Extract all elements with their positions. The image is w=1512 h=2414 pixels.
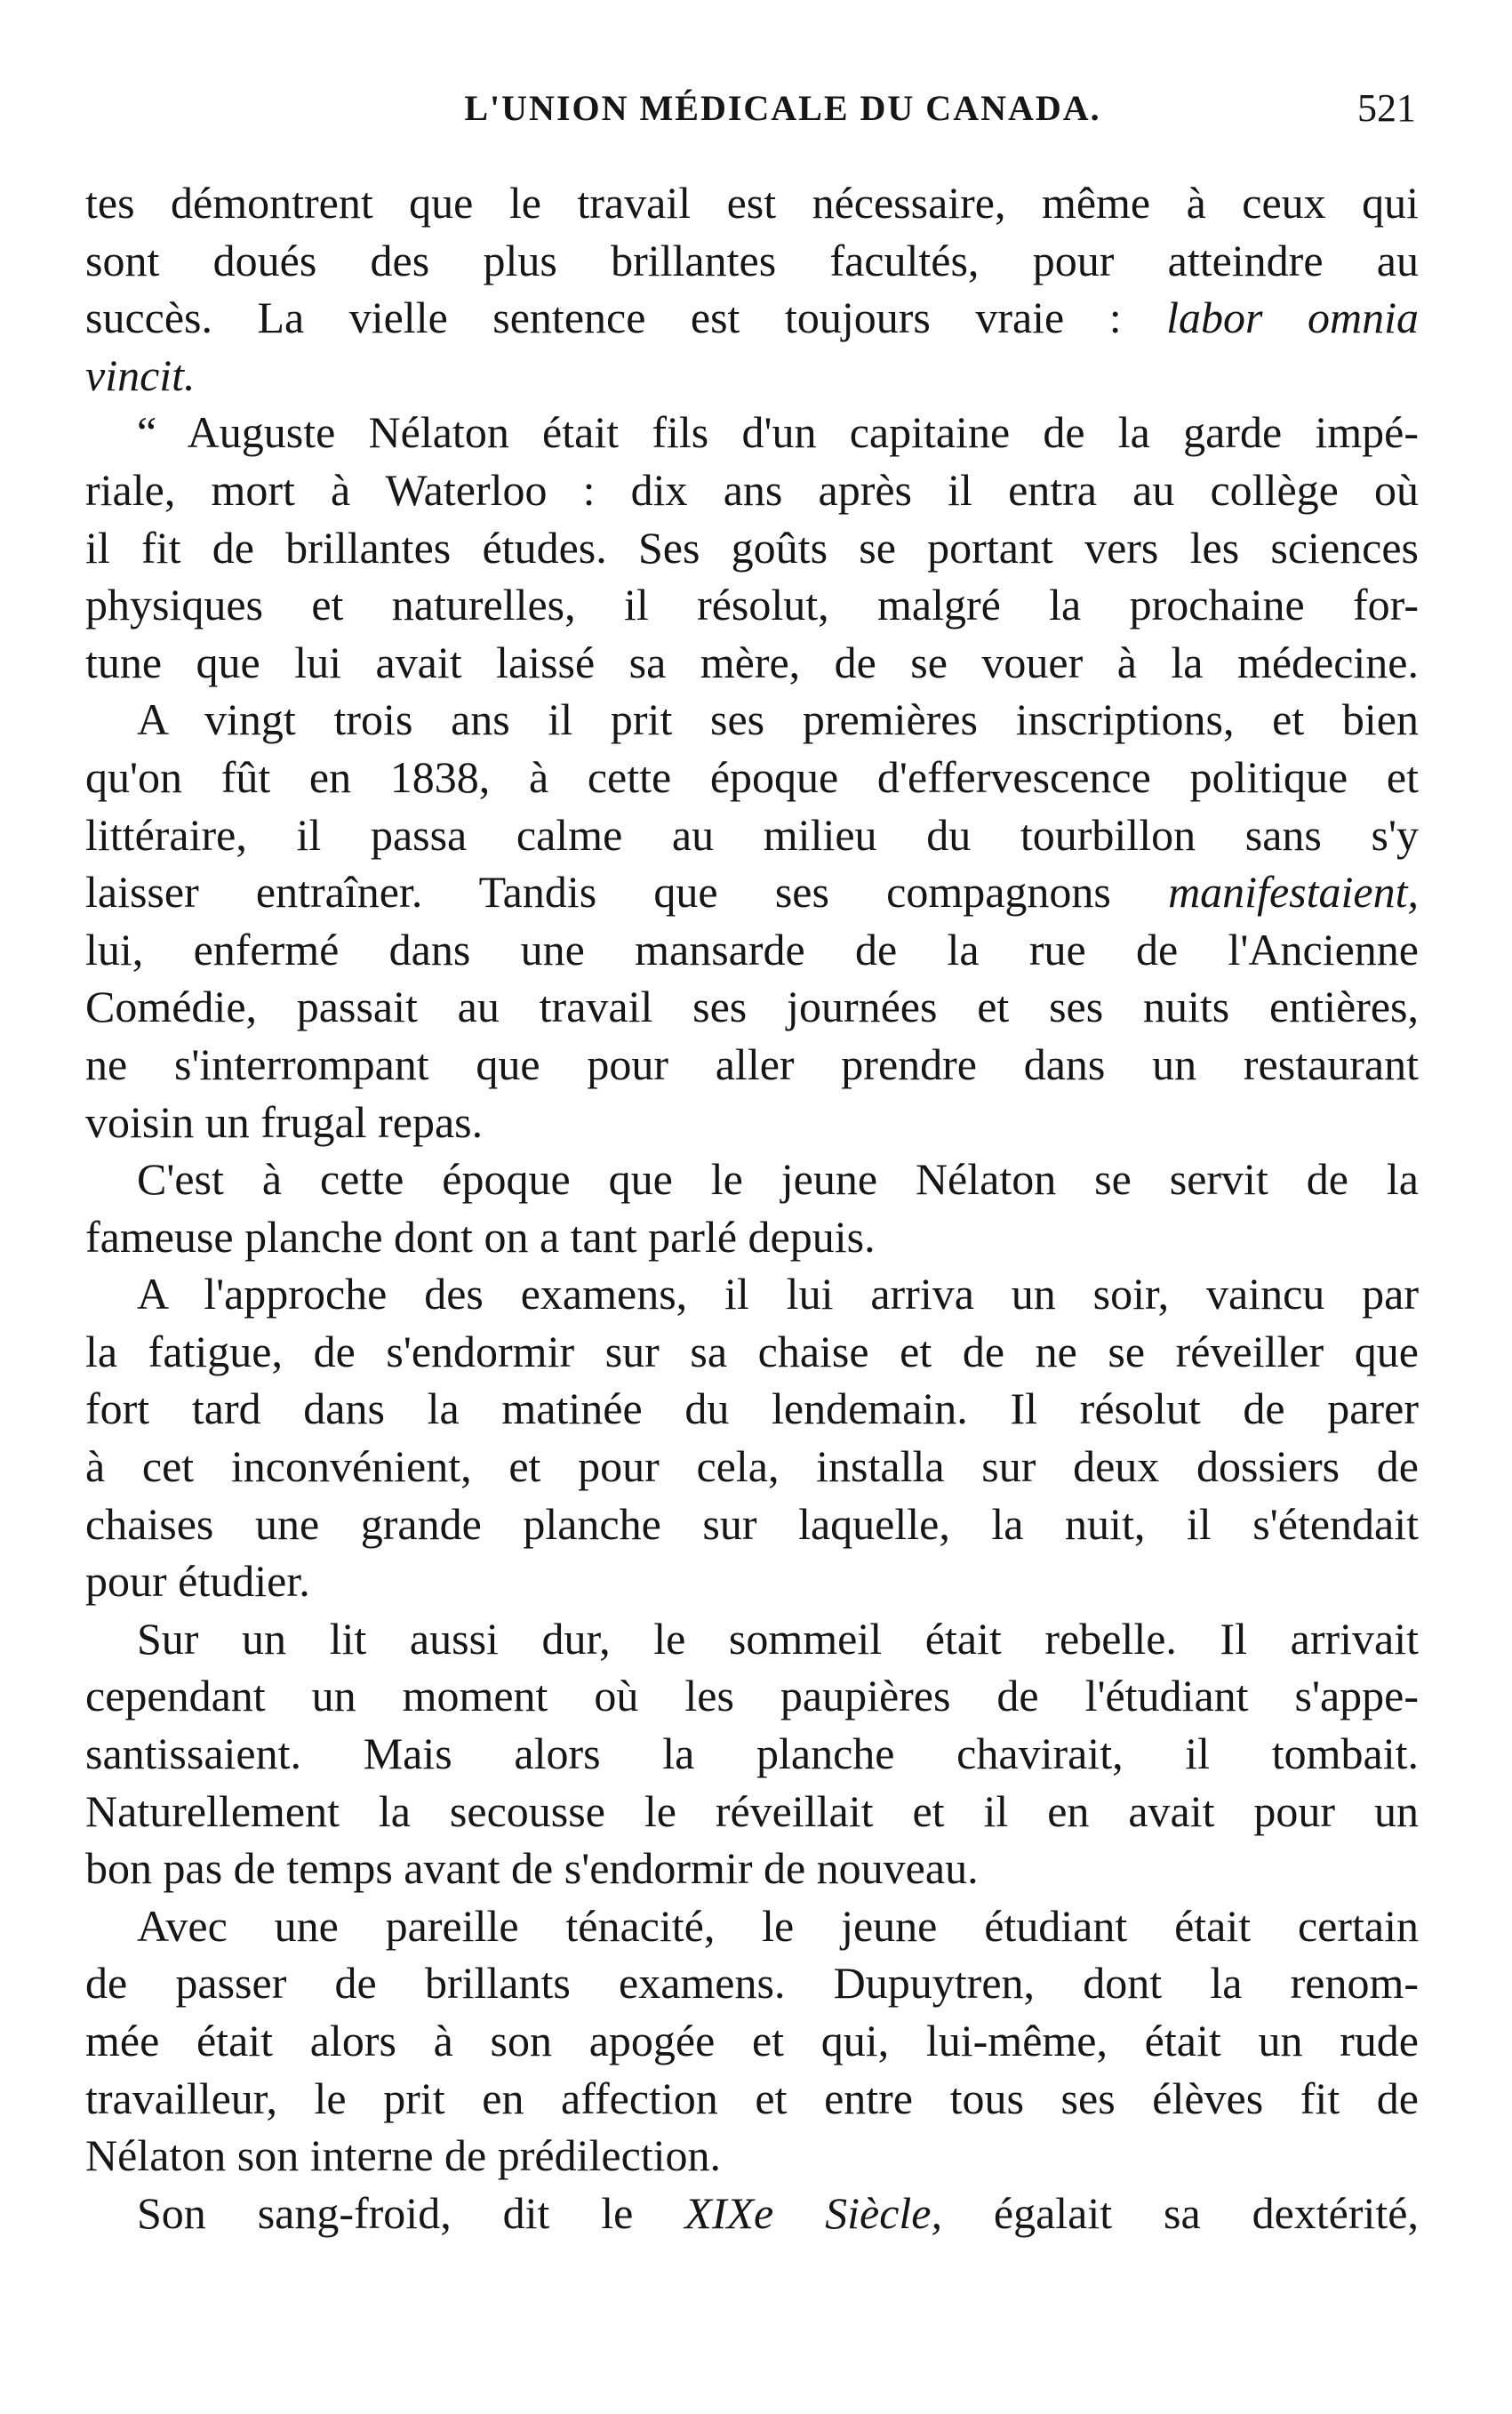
paragraph <box>85 1151 1419 1265</box>
text-line: la fatigue, de s'endormir sur sa chaise et de ne se réveiller que <box>85 1326 1419 1376</box>
text-line: travailleur, le prit en affection et entre tous ses élèves fit de <box>85 2073 1419 2123</box>
paragraph <box>85 1265 1419 1610</box>
text-line: chaises une grande planche sur laquelle, la nuit, il s'étendait <box>85 1498 1419 1549</box>
text-line: Naturellement la secousse le réveillait et il en avait pour un <box>85 1785 1419 1836</box>
text-line <box>85 289 1419 347</box>
text-run: Son sang-froid, dit le <box>137 2187 685 2238</box>
text-line: Comédie, passait au travail ses journées et ses nuits entières, <box>85 982 1419 1032</box>
text-line: sont doués des plus brillantes facultés, pour atteindre au <box>85 235 1419 285</box>
text-line: Sur un lit aussi dur, le sommeil était rebelle. Il arrivait <box>137 1613 1419 1664</box>
paragraph <box>85 1610 1419 1897</box>
text-line: littéraire, il passa calme au milieu du tourbillon sans s'y <box>85 809 1419 860</box>
italic-quote: vincit. <box>85 349 196 400</box>
text-line: voisin un frugal repas. <box>85 1096 484 1147</box>
body-text <box>85 174 1419 2242</box>
text-run: succès. La vielle sentence est toujours vraie : <box>85 293 1167 343</box>
paragraph <box>85 1897 1419 2185</box>
text-run: laisser entraîner. Tandis que ses compagnons <box>85 867 1169 918</box>
text-line: fameuse planche dont on a tant parlé depuis. <box>85 1211 876 1262</box>
text-line: tes démontrent que le travail est nécessaire, même à ceux qui <box>85 178 1419 228</box>
text-line: il fit de brillantes études. Ses goûts se portant vers les sciences <box>85 522 1419 573</box>
paragraph <box>85 691 1419 1151</box>
text-line: riale, mort à Waterloo : dix ans après il entra au collège où <box>85 464 1419 515</box>
running-head <box>85 82 1427 135</box>
page-number: 521 <box>1357 86 1416 130</box>
text-line: A vingt trois ans il prit ses premières inscriptions, et bien <box>137 694 1419 745</box>
text-line: bon pas de temps avant de s'endormir de nouveau. <box>85 1843 979 1894</box>
text-line: à cet inconvénient, et pour cela, installa sur deux dossiers de <box>85 1441 1419 1492</box>
text-line: mée était alors à son apogée et qui, lui-même, était un rude <box>85 2016 1419 2065</box>
text-line: tune que lui avait laissé sa mère, de se vouer à la médecine. <box>85 637 1419 687</box>
text-line: pour étudier. <box>85 1556 310 1607</box>
text-line <box>85 2185 1419 2242</box>
paragraph <box>85 2185 1419 2242</box>
text-line: santissaient. Mais alors la planche chavirait, il tombait. <box>85 1728 1419 1779</box>
text-line: Nélaton son interne de prédilection. <box>85 2130 722 2181</box>
italic-word: manifestaient, <box>1168 867 1419 918</box>
text-line: qu'on fût en 1838, à cette époque d'effervescence politique et <box>85 751 1419 802</box>
paragraph <box>85 404 1419 691</box>
text-line: A l'approche des examens, il lui arriva un soir, vaincu par <box>137 1269 1419 1319</box>
text-line: physiques et naturelles, il résolut, malgré la prochaine for- <box>85 580 1419 630</box>
text-line: Avec une pareille ténacité, le jeune étudiant était certain <box>137 1900 1419 1951</box>
italic-quote: labor omnia <box>1166 293 1419 343</box>
text-run: égalait sa dextérité, <box>941 2187 1419 2238</box>
text-line <box>85 863 1419 921</box>
paragraph-continuation <box>85 174 1419 404</box>
text-line <box>85 347 1419 405</box>
running-title: L'UNION MÉDICALE DU CANADA. <box>464 88 1101 128</box>
text-line: cependant un moment où les paupières de l'étudiant s'appe- <box>85 1671 1419 1721</box>
text-line: fort tard dans la matinée du lendemain. Il résolut de parer <box>85 1383 1419 1434</box>
text-line: de passer de brillants examens. Dupuytren, dont la renom- <box>85 1958 1419 2009</box>
text-line: ne s'interrompant que pour aller prendre dans un restaurant <box>85 1039 1419 1089</box>
text-line: lui, enfermé dans une mansarde de la rue de l'Ancienne <box>85 924 1419 974</box>
text-line: C'est à cette époque que le jeune Nélaton se servit de la <box>137 1154 1419 1205</box>
text-line: “ Auguste Nélaton était fils d'un capitaine de la garde impé- <box>137 407 1419 458</box>
italic-journal-title: XIXe Siècle, <box>684 2187 942 2238</box>
